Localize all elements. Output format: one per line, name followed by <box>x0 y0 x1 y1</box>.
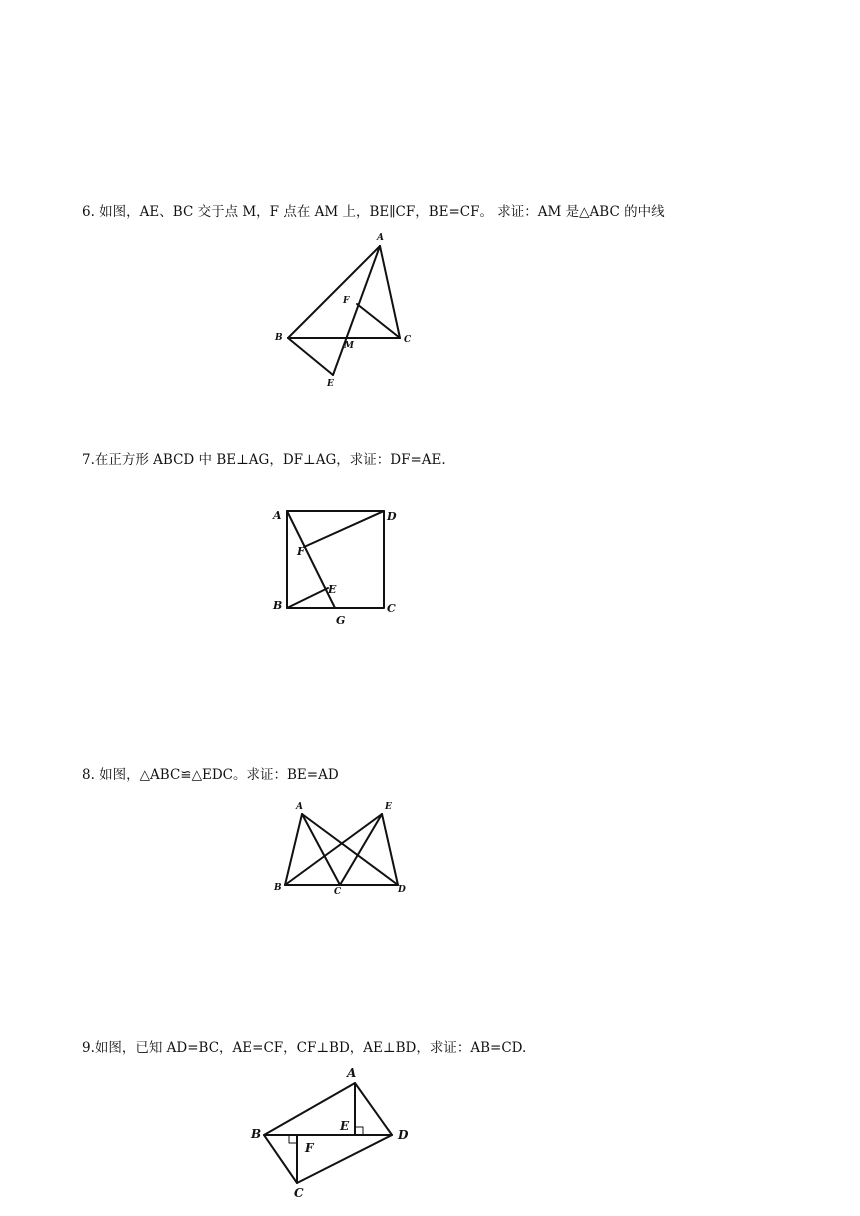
point-label-a: A <box>273 509 282 522</box>
point-label-c: C <box>334 887 342 897</box>
point-label-d: D <box>398 885 406 895</box>
parallelogram-diagram <box>245 1062 420 1204</box>
problem-7-figure <box>268 500 403 630</box>
point-label-b: B <box>251 1127 262 1141</box>
problem-7-statement: 7.在正方形 ABCD 中 BE⊥AG，DF⊥AG，求证：DF=AE. <box>82 452 446 468</box>
point-label-a: A <box>296 802 303 812</box>
problem-8-statement: 8. 如图，△ABC≌△EDC。求证：BE=AD <box>82 767 339 783</box>
point-label-f: F <box>297 545 305 558</box>
square-abcd-diagram <box>268 500 403 630</box>
point-label-b: B <box>275 333 283 343</box>
triangle-abc-diagram <box>270 230 420 395</box>
point-label-e: E <box>385 802 392 812</box>
point-label-e: E <box>328 583 337 596</box>
point-label-c: C <box>404 335 412 345</box>
point-label-e: E <box>327 379 334 389</box>
point-label-f: F <box>305 1141 314 1155</box>
point-label-f: F <box>343 296 350 306</box>
point-label-c: C <box>387 602 396 615</box>
point-label-m: M <box>344 341 354 351</box>
problem-6-figure <box>270 230 420 395</box>
point-label-d: D <box>398 1128 409 1142</box>
point-label-e: E <box>340 1119 350 1133</box>
problem-9-figure <box>245 1062 420 1204</box>
problem-8-figure <box>268 800 413 900</box>
problem-9-statement: 9.如图，已知 AD=BC，AE=CF，CF⊥BD，AE⊥BD，求证：AB=CD. <box>82 1040 527 1056</box>
point-label-g: G <box>336 614 346 627</box>
congruent-triangles-diagram <box>268 800 413 900</box>
problem-6-statement: 6. 如图，AE、BC 交于点 M，F 点在 AM 上，BE∥CF，BE=CF。 求证：AM 是△ABC 的中线 <box>82 204 665 220</box>
point-label-b: B <box>273 599 283 612</box>
point-label-a: A <box>347 1066 357 1080</box>
point-label-b: B <box>274 883 282 893</box>
point-label-a: A <box>377 233 384 243</box>
point-label-d: D <box>387 510 397 523</box>
point-label-c: C <box>294 1186 304 1200</box>
